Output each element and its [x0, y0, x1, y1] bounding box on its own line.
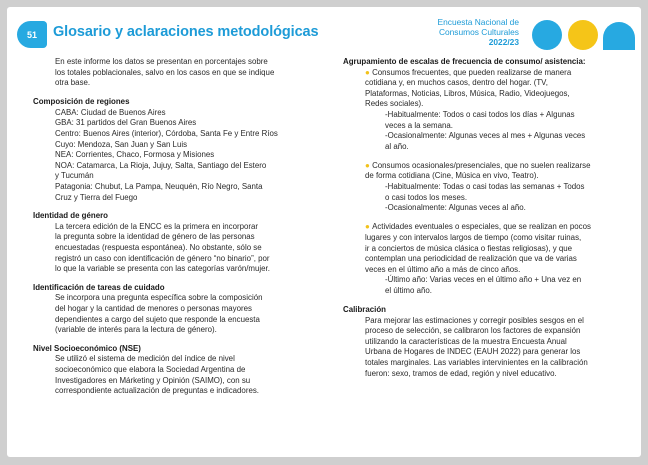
text-line-content: proceso de selección, se calibraron los factores de expansión — [365, 326, 581, 336]
regiones-list — [33, 108, 303, 203]
bullet-icon: ● — [365, 160, 373, 170]
text-line — [55, 57, 303, 68]
text-line-content: otra base. — [55, 78, 91, 88]
text-line-content: -Ocasionalmente: Algunas veces al año. — [385, 203, 526, 213]
text-line — [55, 315, 303, 326]
survey-logo-icon — [531, 18, 635, 52]
frecuentes-sub — [343, 110, 615, 152]
text-line-content: -Último año: Varias veces en el último año + Una vez en — [385, 275, 582, 285]
text-line-content: Patagonia: Chubut, La Pampa, Neuquén, Río Negro, Santa — [55, 182, 263, 192]
cuidado-heading: Identificación de tareas de cuidado — [33, 282, 165, 292]
text-line — [365, 326, 615, 337]
text-line — [55, 264, 303, 275]
survey-line-1: Encuesta Nacional de — [437, 17, 519, 27]
text-line — [365, 347, 615, 358]
text-line — [365, 233, 615, 244]
text-line-content: Cuyo: Mendoza, San Juan y San Luis — [55, 139, 188, 149]
text-line — [55, 161, 303, 172]
text-line-content: -Habitualmente: Todas o casi todas las semanas + Todos — [385, 182, 585, 192]
ocasionales-item — [343, 161, 615, 182]
text-line — [385, 110, 615, 121]
text-line — [55, 68, 303, 79]
text-line — [385, 193, 615, 204]
text-line-content: de forma cotidiana (Cine, Música en vivo, Teatro). — [365, 171, 539, 181]
text-line — [365, 337, 615, 348]
text-line-content: del hogar y la cantidad de menores o personas mayores — [55, 303, 252, 313]
text-line — [55, 150, 303, 161]
text-line-content: registró un caso con identificación de género “no binario”, por — [55, 253, 270, 263]
right-column — [343, 57, 615, 379]
text-line-content: el último año. — [385, 285, 432, 295]
text-line — [385, 142, 615, 153]
text-line-content: los totales poblacionales, salvo en los casos en que se indique — [55, 67, 275, 77]
text-line — [55, 78, 303, 89]
text-line — [55, 293, 303, 304]
text-line — [55, 182, 303, 193]
text-line — [55, 325, 303, 336]
text-line — [55, 232, 303, 243]
text-line — [55, 254, 303, 265]
text-line-content: (variable de interés para la lectura de género). — [55, 325, 217, 335]
survey-year: 2022/23 — [488, 37, 519, 47]
text-line — [55, 304, 303, 315]
page-title: Glosario y aclaraciones metodológicas — [53, 24, 319, 40]
text-line-content: -Ocasionalmente: Algunas veces al mes + Algunas veces — [385, 131, 586, 141]
text-line-content: al año. — [385, 141, 409, 151]
left-column — [33, 57, 303, 397]
text-line — [365, 78, 615, 89]
text-line-content: totales marginales. Las variables intervinientes en la calibración — [365, 357, 588, 367]
text-line — [385, 121, 615, 132]
text-line-content: Redes sociales). — [365, 99, 424, 109]
text-line-content: o casi todos los meses. — [385, 192, 468, 202]
text-line — [385, 275, 615, 286]
nse-paragraph — [33, 354, 303, 396]
text-line-content: y Tucumán — [55, 171, 94, 181]
text-line-content: lo que la variable se presenta con las categorías varón/mujer. — [55, 264, 270, 274]
calibracion-heading: Calibración — [343, 304, 386, 314]
text-line-content: socioeconómico que elabora la Sociedad Argentina de — [55, 364, 246, 374]
text-line — [55, 376, 303, 387]
text-line — [365, 99, 615, 110]
eventuales-sub — [343, 275, 615, 296]
text-line — [365, 244, 615, 255]
ocasionales-sub — [343, 182, 615, 214]
text-line-content: La tercera edición de la ENCC es la primera en incorporar — [55, 221, 259, 231]
agrupamiento-heading: Agrupamiento de escalas de frecuencia de consumo/ asistencia: — [343, 57, 586, 66]
text-line — [55, 365, 303, 376]
text-line-content: correspondiente actualización de preguntas e indicadores. — [55, 386, 259, 396]
text-line — [55, 222, 303, 233]
text-line — [55, 354, 303, 365]
text-line-content: En este informe los datos se presentan en porcentajes sobre — [55, 57, 268, 66]
text-line-content: ir a conciertos de música clásica o fiestas religiosas), y que — [365, 243, 572, 253]
text-line-content: fueron: sexo, tramos de edad, región y nivel educativo. — [365, 368, 557, 378]
genero-paragraph — [33, 222, 303, 275]
text-line-content: Para mejorar las estimaciones y corregir posibles sesgos en el — [365, 315, 584, 325]
text-line-content: la pregunta sobre la identidad de género de las personas — [55, 232, 255, 242]
text-line — [55, 193, 303, 204]
text-line-content: dependientes a cargo del sujeto que responde la encuesta — [55, 314, 260, 324]
text-line — [55, 108, 303, 119]
genero-heading: Identidad de género — [33, 211, 108, 221]
intro-paragraph — [33, 57, 303, 89]
text-line-content: utilizando la características de la muestra Encuesta Anual — [365, 336, 567, 346]
bullet-icon: ● — [365, 67, 373, 77]
text-line — [365, 358, 615, 369]
text-line-content: NEA: Corrientes, Chaco, Formosa y Misiones — [55, 150, 215, 160]
text-line — [385, 203, 615, 214]
calibracion-paragraph — [343, 316, 615, 380]
text-line — [365, 68, 615, 79]
text-line-content: Se utilizó el sistema de medición del índice de nivel — [55, 354, 235, 364]
text-line — [385, 182, 615, 193]
document-page — [7, 7, 641, 457]
text-line-content: Se incorpora una pregunta específica sobre la composición — [55, 293, 263, 303]
text-line — [385, 131, 615, 142]
text-line-content: Centro: Buenos Aires (interior), Córdoba, Santa Fe y Entre Ríos — [55, 129, 278, 139]
text-line-content: encuestadas (respuesta espontánea). No obstante, sólo se — [55, 243, 262, 252]
frecuentes-item — [343, 68, 615, 110]
text-line-content: veces en el último año a más de cinco años. — [365, 264, 521, 274]
text-line-content: Investigadores en Márketing y Opinión (SAIMO), con su — [55, 375, 251, 385]
text-line-content: CABA: Ciudad de Buenos Aires — [55, 107, 166, 117]
text-line-content: Plataformas, Noticias, Libros, Música, Radio, Videojuegos, — [365, 88, 570, 98]
text-line — [365, 254, 615, 265]
text-line — [365, 161, 615, 172]
text-line-content: NOA: Catamarca, La Rioja, Jujuy, Salta, Santiago del Estero — [55, 160, 267, 170]
regiones-heading: Composición de regiones — [33, 97, 130, 107]
text-line-content: veces a la semana. — [385, 120, 453, 130]
text-line-content: -Habitualmente: Todos o casi todos los días + Algunas — [385, 109, 575, 119]
text-line — [385, 286, 615, 297]
survey-line-2: Consumos Culturales — [438, 27, 519, 37]
text-line — [365, 171, 615, 182]
text-line-content: contemplan una periodicidad de realización que va de varias — [365, 254, 577, 264]
text-line — [55, 118, 303, 129]
eventuales-item — [343, 222, 615, 275]
text-line-content: cotidiana y, en muchos casos, dentro del hogar. (TV, — [365, 78, 548, 88]
text-line-content: Cruz y Tierra del Fuego — [55, 192, 138, 202]
text-line — [365, 369, 615, 380]
text-line — [55, 171, 303, 182]
text-line — [55, 386, 303, 397]
survey-label — [438, 17, 519, 47]
bullet-icon: ● — [365, 222, 373, 232]
text-line-content: Actividades eventuales o especiales, que se realizan en pocos — [372, 222, 591, 232]
cuidado-paragraph — [33, 293, 303, 335]
page-header — [7, 7, 641, 57]
text-line — [365, 316, 615, 327]
nse-heading: Nivel Socioeconómico (NSE) — [33, 343, 141, 353]
text-line-content: Urbana de Hogares de INDEC (EAUH 2022) para generar los — [365, 347, 581, 357]
text-line-content: Consumos frecuentes, que pueden realizarse de manera — [372, 67, 572, 77]
text-line — [55, 140, 303, 151]
text-line-content: lugares y con intervalos largos de tiempo (como visitar ruinas, — [365, 232, 582, 242]
text-line-content: GBA: 31 partidos del Gran Buenos Aires — [55, 118, 197, 128]
page-number-badge: 51 — [17, 21, 47, 48]
text-line-content: Consumos ocasionales/presenciales, que no suelen realizarse — [372, 160, 591, 170]
text-line — [55, 243, 303, 254]
text-line — [365, 222, 615, 233]
text-line — [365, 265, 615, 276]
text-line — [365, 89, 615, 100]
text-line — [55, 129, 303, 140]
